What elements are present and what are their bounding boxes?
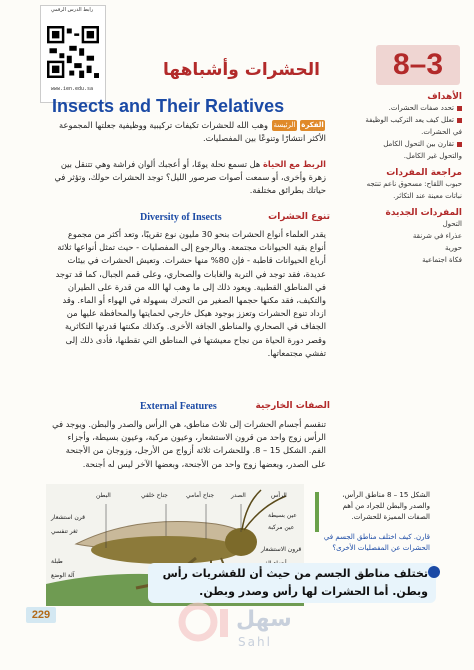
- figure-label: آلة الوضع: [51, 572, 75, 579]
- figure-question: قارن. كيف اختلف مناطق الجسم في الحشرات عن المفصليات الأخرى؟: [323, 533, 430, 552]
- bullet-icon: [457, 142, 462, 147]
- external-heading: [130, 400, 330, 414]
- external-heading-ar: الصفات الخارجية: [255, 401, 330, 411]
- figure-label: طبلة: [51, 558, 63, 565]
- answer-marker-icon: [428, 566, 440, 578]
- real-life-heading: الربط مع الحياة: [262, 159, 326, 169]
- review-vocab-heading: مراجعة المفردات: [386, 168, 462, 178]
- objective-item: تحدد صفات الحشرات.: [362, 102, 462, 114]
- figure-label: جناح خلفي: [141, 492, 168, 499]
- review-vocab-text: حبوب اللقاح: مسحوق ناعم تنتجه نباتات معينة عند التكاثر.: [366, 180, 462, 200]
- answer-text: تختلف مناطق الجسم من حيث أن للقشريات رأس وبطن. أما الحشرات لها رأس وصدر وبطن.: [162, 567, 428, 598]
- vocab-item: التحول: [442, 220, 462, 228]
- figure-label: عين بسيطة: [268, 512, 297, 519]
- figure-label: قرن استشعار: [51, 514, 85, 521]
- figure-label: الرأس: [271, 492, 287, 499]
- figure-caption: الشكل 15 – 8 مناطق الرأس، والصدر والبطن للجراد من أهم الصفات المميزة للحشرات.: [342, 491, 430, 521]
- qr-caption: رابط الدرس الرقمي: [50, 7, 94, 13]
- figure-label: عين مركبة: [268, 524, 295, 531]
- page-number: 229: [31, 609, 51, 621]
- diversity-text: يقدر العلماء أنواع الحشرات بنحو 30 مليون نوع تقريبًا، وتعد أكثر من مجموع أنواع بقية الحيوانات مجتمعة. وبالرجوع إلى المفصليات - حيث تمثل أنواعها ثلاثة أرباع الحيوانات قاطبة - فإن 80% منها حشرات. وتعيش الحشرات في بيئات عديدة، فقد توجد في التربة والغابات والصحاري، وعلى قمم الجبال، كما قد توجد في المناطق القطبية. ويعود ذلك إلى ما وهب لها الله من قدرة على الطيران والتكيف، فقد مكنها حجمها الصغير من التحرك بسهولة في الهواء أو الماء. وقد ازداد تنوع الحشرات وتعزز بوجود هيكل خارجي لحمايتها والمحافظة عليها من الجفاف في الصحاري والمناطق الجافة الأخرى. وكذلك مكنتها قدرتها التكاثرية وقصر دورة الحياة من نجاح معيشتها في المناطق التي تقطنها، فأدى ذلك إلى تفشي مجتمعاتها.: [55, 229, 326, 358]
- lesson-title-ar: الحشرات وأشباهها: [163, 60, 320, 80]
- figure-label: جناح أمامي: [186, 492, 215, 499]
- caption-accent-bar: [315, 492, 319, 532]
- diversity-heading: [130, 211, 330, 225]
- external-text: تنقسم أجسام الحشرات إلى ثلاث مناطق، هي الرأس والصدر والبطن. ويوجد في الرأس زوج واحد من قرون الاستشعار، وعيون مركبة، وعيون بسيطة، وأجزاء الفم. الشكل 15 – 8. وللحشرات ثلاثة أزواج من الأرجل، وزوجان من الأجنحة على الصدر، وبعضها زوج واحد من الأجنحة، وبعضها الآخر ليس له أجنحة.: [52, 419, 326, 469]
- figure-label: قرون الاستشعار: [261, 546, 302, 553]
- objective-item: تعلل كيف يعد التركيب الوظيفة في الحشرات.: [365, 116, 462, 136]
- objectives-heading: الأهداف: [427, 92, 462, 102]
- figure-label: البطن: [96, 492, 111, 499]
- lesson-number: 8–3: [392, 48, 444, 81]
- sahl-wordmark-ar: سهل: [236, 607, 292, 632]
- bullet-icon: [457, 118, 462, 123]
- sahl-watermark: [168, 597, 292, 657]
- bullet-icon: [457, 106, 462, 111]
- big-idea-text: وهب الله للحشرات تكيفات تركيبية ووظيفية جعلتها المجموعة الأكثر انتشارًا وتنوعًا بين المفصليات.: [59, 120, 326, 144]
- figure-label: الصدر: [231, 492, 246, 499]
- main-idea-tag: الرئيسة: [273, 121, 296, 129]
- diversity-heading-ar: تنوع الحشرات: [268, 212, 330, 222]
- vocab-item: عذراء في شرنقة: [412, 232, 462, 240]
- qr-code-icon: [47, 26, 99, 78]
- objective-item: تقارن بين التحول الكامل والتحول غير الكامل.: [383, 140, 462, 160]
- diversity-heading-en: Diversity of Insects: [140, 212, 222, 223]
- sidebar: [362, 92, 462, 266]
- external-heading-en: External Features: [140, 401, 217, 412]
- vocab-item: فكاة اجتماعية: [422, 256, 462, 264]
- sahl-wordmark-en: Sahl: [238, 635, 272, 649]
- big-idea-tag: الفكرة: [301, 121, 324, 129]
- vocab-item: حورية: [444, 244, 462, 252]
- real-life-text: هل تسمع نحلة يومًا، أو أعجبك ألوان فراشة وهي تتنقل بين زهرة وأخرى، أو سمعت أصوات صرصور الليل؟ توجد الحشرات حولك، وتؤثر في حياتك بطرائق مختلفة.: [54, 159, 326, 196]
- lesson-title-en: Insects and Their Relatives: [52, 96, 285, 116]
- qr-url[interactable]: www.ien.edu.sa: [50, 86, 94, 92]
- new-vocab-heading: المفردات الجديدة: [385, 208, 462, 218]
- figure-label: ثغر تنفسي: [51, 528, 78, 535]
- real-life-block: [52, 158, 326, 198]
